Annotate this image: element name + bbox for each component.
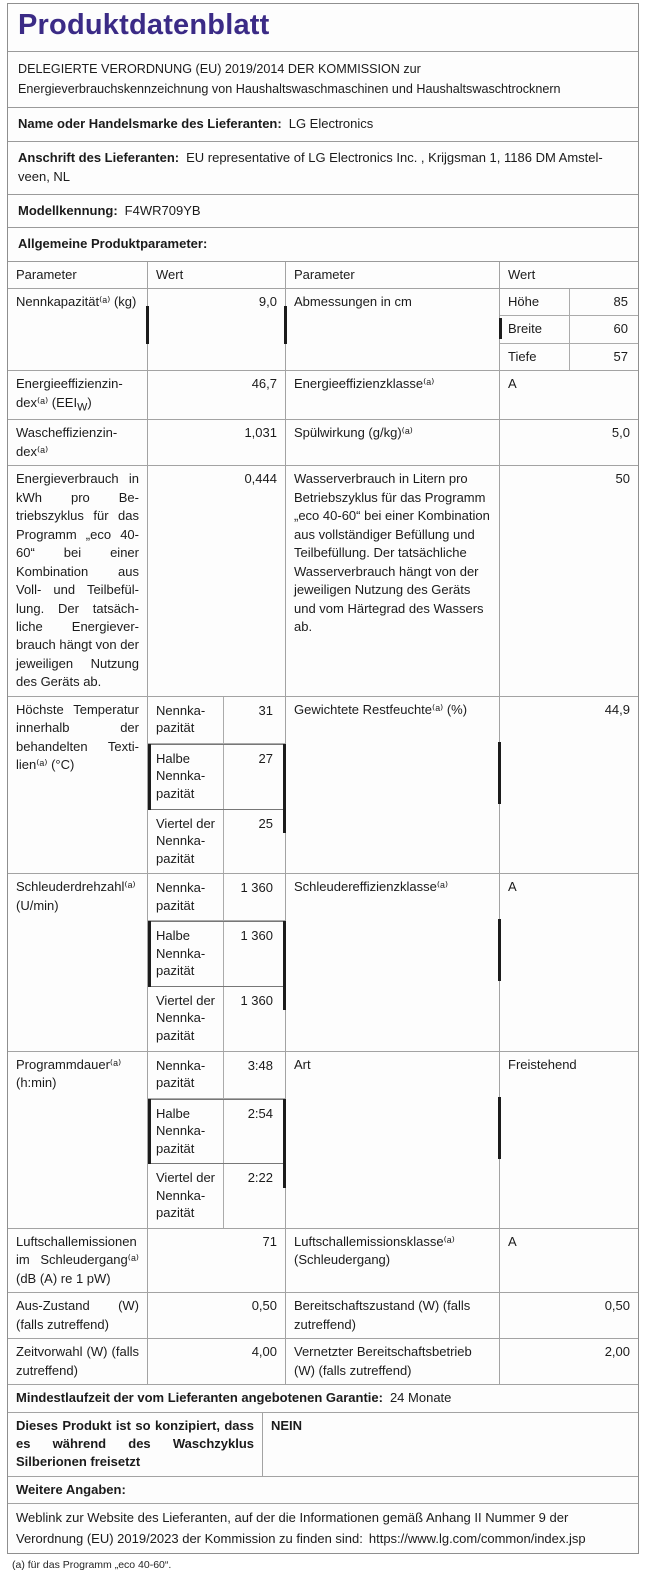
subrow-halbe-nennkapazitaet: Halbe Nennkapazität 1 360 <box>148 921 285 987</box>
regulation-text <box>8 52 638 108</box>
param-bereitschaftszustand: Bereitschaftszustand (W) (falls zutreffend) <box>286 1293 500 1339</box>
value-energieeffizienzindex: 46,7 <box>148 371 286 420</box>
weblink-row <box>8 1504 638 1552</box>
value-spuelwirkung: 5,0 <box>500 420 638 466</box>
value-vernetzter-bereitschaftsbetrieb: 2,00 <box>500 1339 638 1385</box>
supplier-address-value: EU representative of LG Electronics Inc. , Krijgsman 1, 1186 DM Amstelveen, NL <box>18 149 603 184</box>
dimension-row-tiefe <box>500 344 638 370</box>
table-row <box>8 874 638 1051</box>
value-wascheffizienzindex: 1,031 <box>148 420 286 466</box>
subrow-nennkapazitaet: Nennkapazität 1 360 <box>148 874 285 921</box>
col-header-parameter-left: Parameter <box>8 262 148 288</box>
table-row <box>8 1052 638 1229</box>
general-params-heading: Allgemeine Produktparameter: <box>8 228 638 262</box>
param-nennkapazitaet: Nennkapazität⁽ᵃ⁾ (kg) <box>8 289 148 371</box>
table-row <box>8 697 638 874</box>
table-row <box>8 371 638 420</box>
param-wascheffizienzindex: Wascheffizienzindex⁽ᵃ⁾ <box>8 420 148 466</box>
supplier-address-row <box>8 142 638 195</box>
duration-subtable <box>148 1052 286 1229</box>
dimension-label: Höhe <box>500 289 570 315</box>
spin-speed-subtable <box>148 874 286 1051</box>
table-row <box>8 466 638 696</box>
regulation-line-2: Energieverbrauchskennzeichnung von Haushaltswaschmaschinen und Haushaltswaschtrocknern <box>18 81 561 96</box>
value-zeitvorwahl: 4,00 <box>148 1339 286 1385</box>
dimension-row-breite <box>500 316 638 343</box>
dimensions-subtable <box>500 289 638 371</box>
value-schleudereffizienzklasse: A <box>500 874 638 1051</box>
param-abmessungen: Abmessungen in cm <box>286 289 500 371</box>
param-hoechste-temperatur: Höchste Temperatur innerhalb der behandelten Textilien⁽ᵃ⁾ (°C) <box>8 697 148 874</box>
warranty-row <box>8 1385 638 1412</box>
value-luftschallemissionsklasse: A <box>500 1229 638 1293</box>
param-programmdauer: Programmdauer⁽ᵃ⁾ (h:min) <box>8 1052 148 1229</box>
col-header-wert-right: Wert <box>500 262 638 288</box>
param-schleuderdrehzahl: Schleuderdrehzahl⁽ᵃ⁾ (U/min) <box>8 874 148 1051</box>
table-row <box>8 289 638 371</box>
dimension-row-hoehe <box>500 289 638 316</box>
table-row <box>8 420 638 466</box>
supplier-name-label: Name oder Handelsmarke des Lieferanten: <box>18 116 282 132</box>
silver-ion-row <box>8 1413 638 1477</box>
param-spuelwirkung: Spülwirkung (g/kg)⁽ᵃ⁾ <box>286 420 500 466</box>
dimension-value: 57 <box>613 348 628 364</box>
page-title: Produktdatenblatt <box>8 4 638 52</box>
supplier-address-label: Anschrift des Lieferanten: <box>18 149 180 165</box>
subrow-viertel-nennkapazitaet: Viertel der Nennkapazität 25 <box>148 810 285 874</box>
param-luftschallemissionen: Luftschallemissionen im Schleudergang⁽ᵃ⁾ (dB (A) re 1 pW) <box>8 1229 148 1293</box>
dimension-label: Tiefe <box>500 344 570 370</box>
subrow-halbe-nennkapazitaet: Halbe Nennkapazität 2:54 <box>148 1099 285 1165</box>
footnote-a: (a) für das Programm „eco 40-60“. <box>12 1558 172 1571</box>
dimension-value: 60 <box>613 321 628 337</box>
param-gewichtete-restfeuchte: Gewichtete Restfeuchte⁽ᵃ⁾ (%) <box>286 697 500 874</box>
model-row <box>8 195 638 229</box>
param-aus-zustand: Aus-Zustand (W) (falls zutreffend) <box>8 1293 148 1339</box>
silver-ion-value: NEIN <box>263 1413 638 1477</box>
param-vernetzter-bereitschaftsbetrieb: Vernetzter Bereitschaftsbetrieb (W) (falls zutreffend) <box>286 1339 500 1385</box>
further-info-heading-row <box>8 1477 638 1504</box>
subrow-halbe-nennkapazitaet: Halbe Nennkapazität 27 <box>148 744 285 810</box>
dimension-label: Breite <box>500 316 570 342</box>
param-wasserverbrauch: Wasserverbrauch in Litern pro Betriebszyklus für das Programm „eco 40-60“ bei einer Kombination aus vollständiger Befüllung und Teilbefüllung. Der tatsächliche Wasserverbrauch hängt von der jeweiligen Nutzung des Geräts und vom Härtegrad des Wassers ab. <box>286 466 500 696</box>
value-luftschallemissionen: 71 <box>148 1229 286 1293</box>
col-header-wert-left: Wert <box>148 262 286 288</box>
subrow-nennkapazitaet: Nennkapazität 3:48 <box>148 1052 285 1099</box>
param-zeitvorwahl: Zeitvorwahl (W) (falls zutreffend) <box>8 1339 148 1385</box>
value-energieeffizienzklasse: A <box>500 371 638 420</box>
value-aus-zustand: 0,50 <box>148 1293 286 1339</box>
param-energieeffizienzindex: Energieeffizienzindex⁽ᵃ⁾ $(EEI_W)$ <box>8 371 148 420</box>
param-schleudereffizienzklasse: Schleudereffizienzklasse⁽ᵃ⁾ <box>286 874 500 1051</box>
table-row <box>8 1339 638 1385</box>
warranty-value: 24 Monate <box>389 1390 452 1406</box>
weblink-text: Weblink zur Website des Lieferanten, auf der die Informationen gemäß Anhang II Nummer 9 der Verordnung (EU) 2019/2023 der Kommission zu finden sind: <box>16 1510 569 1546</box>
subrow-viertel-nennkapazitaet: Viertel der Nennkapazität 2:22 <box>148 1164 285 1228</box>
value-gewichtete-restfeuchte: 44,9 <box>500 697 638 874</box>
supplier-name-row <box>8 108 638 142</box>
model-value: F4WR709YB <box>124 202 201 218</box>
further-info-heading: Weitere Angaben: <box>8 1477 638 1504</box>
model-label: Modellkennung: <box>18 202 118 218</box>
param-energieverbrauch: Energieverbrauch in kWh pro Betriebszyklus für das Programm „eco 40-60“ bei einer Kombination aus Voll- und Teilbefüllung. Der tatsächliche Energieverbrauch hängt von der jeweiligen Nutzung des Geräts ab. <box>8 466 148 696</box>
param-luftschallemissionsklasse: Luftschallemissionsklasse⁽ᵃ⁾ (Schleudergang) <box>286 1229 500 1293</box>
col-header-parameter-right: Parameter <box>286 262 500 288</box>
product-datasheet <box>7 3 639 1554</box>
table-row <box>8 1229 638 1293</box>
value-energieverbrauch: 0,444 <box>148 466 286 696</box>
value-bereitschaftszustand: 0,50 <box>500 1293 638 1339</box>
value-nennkapazitaet: 9,0 <box>148 289 286 371</box>
subrow-nennkapazitaet: Nennkapazität 31 <box>148 697 285 744</box>
dimension-value: 85 <box>613 293 628 309</box>
temperature-subtable <box>148 697 286 874</box>
eei-subscript: W <box>77 401 88 414</box>
silver-ion-label: Dieses Produkt ist so konzipiert, dass es während des Waschzyklus Silberionen freisetzt <box>8 1413 263 1477</box>
subrow-viertel-nennkapazitaet: Viertel der Nennkapazität 1 360 <box>148 987 285 1051</box>
supplier-weblink[interactable]: https://www.lg.com/common/index.jsp <box>368 1530 586 1546</box>
value-wasserverbrauch: 50 <box>500 466 638 696</box>
table-row <box>8 1293 638 1339</box>
table-header-row <box>8 262 638 288</box>
warranty-label: Mindestlaufzeit der vom Lieferanten angebotenen Garantie: <box>16 1390 383 1406</box>
regulation-line-1: DELEGIERTE VERORDNUNG (EU) 2019/2014 DER KOMMISSION zur <box>18 62 421 76</box>
param-art: Art <box>286 1052 500 1229</box>
value-art: Freistehend <box>500 1052 638 1229</box>
param-energieeffizienzklasse: Energieeffizienzklasse⁽ᵃ⁾ <box>286 371 500 420</box>
supplier-name-value: LG Electronics <box>288 116 374 132</box>
